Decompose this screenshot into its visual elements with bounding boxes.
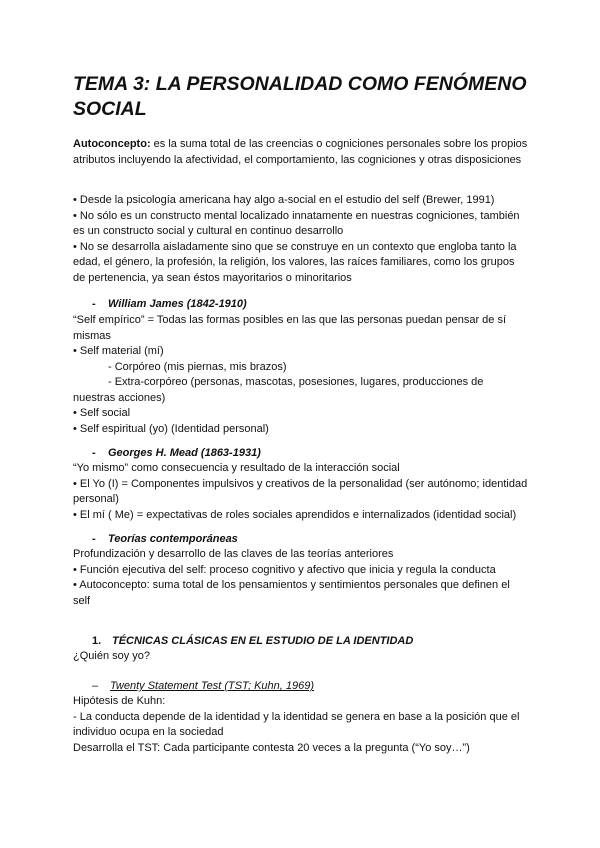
teorias-line: Profundización y desarrollo de las claves de las teorías anteriores (73, 548, 394, 560)
mead-section (73, 461, 528, 523)
james-line: • Self espiritual (yo) (Identidad personal) (73, 422, 269, 435)
heading-dash: - (92, 298, 96, 310)
james-sub-item: - Extra-corpóreo (personas, mascotas, posesiones, lugares, producciones de (108, 376, 484, 388)
page-title: TEMA 3: LA PERSONALIDAD COMO FENÓMENO SOCIAL (73, 73, 527, 120)
autoconcepto-term: Autoconcepto: (73, 138, 151, 150)
question-line: ¿Quién soy yo? (73, 650, 151, 662)
intro-bullet: • No sólo es un constructo mental localizado innatamente en nuestras cogniciones, también es un constructo social y cultural en continuo desarrollo (73, 209, 520, 237)
teorias-line: • Autoconcepto: suma total de los pensamientos y sentimientos personales que definen el self (73, 579, 510, 607)
james-heading (92, 297, 522, 313)
teorias-heading (92, 532, 522, 548)
intro-bullet: • No se desarrolla aisladamente sino que se construye en un contexto que engloba tanto la edad, el género, la profesión, la religión, los valores, las raíces familiares, como los grupos de pertenencia, ya sean éstos mayoritarios o minoritarios (73, 240, 517, 284)
heading-dash: - (92, 533, 96, 545)
mead-heading-text: Georges H. Mead (1863-1931) (108, 447, 261, 459)
james-line: • Self material (mí) (73, 345, 164, 357)
james-line: • Self social (73, 407, 131, 419)
heading-dash: - (92, 447, 96, 459)
tecnicas-heading-text: TÉCNICAS CLÁSICAS EN EL ESTUDIO DE LA IDENTIDAD (112, 635, 414, 647)
autoconcepto-text: es la suma total de las creencias o cogniciones personales sobre los propios atributos incluyendo la afectividad, el comportamiento, las cogniciones y otras disposiciones (73, 138, 528, 166)
heading-dash: – (92, 680, 99, 692)
tecnicas-question (73, 649, 528, 665)
tst-line: Desarrolla el TST: Cada participante contesta 20 veces a la pregunta (“Yo soy…”) (73, 741, 470, 754)
teorias-line: • Función ejecutiva del self: proceso cognitivo y afectivo que inicia y regula la conducta (73, 563, 496, 576)
tst-line: Hipótesis de Kuhn: (73, 695, 166, 707)
mead-line: “Yo mismo” como consecuencia y resultado de la interacción social (73, 462, 400, 474)
james-sub-item: - Corpóreo (mis piernas, mis brazos) (108, 360, 287, 373)
teorias-heading-text: Teorías contemporáneas (108, 533, 238, 545)
james-line: “Self empírico” = Todas las formas posibles en las que las personas puedan pensar de sí mismas (73, 314, 507, 342)
james-section (73, 313, 528, 437)
tst-heading (92, 679, 522, 695)
tst-section (73, 694, 528, 756)
tst-heading-text: Twenty Statement Test (TST; Kuhn, 1969) (110, 680, 314, 692)
mead-line: • El mí ( Me) = expectativas de roles sociales aprendidos e internalizados (identidad social) (73, 508, 517, 521)
tecnicas-heading (92, 634, 522, 650)
james-heading-text: William James (1842-1910) (108, 298, 247, 310)
james-sub-item-continued: nuestras acciones) (73, 391, 166, 404)
autoconcepto-definition (73, 137, 528, 168)
tst-line: - La conducta depende de la identidad y la identidad se genera en base a la posición que el individuo ocupa en la sociedad (73, 710, 520, 738)
heading-number: 1. (92, 635, 102, 647)
mead-heading (92, 446, 522, 462)
intro-bullet-list (73, 193, 528, 286)
teorias-section (73, 547, 528, 609)
intro-bullet: • Desde la psicología americana hay algo a-social en el estudio del self (Brewer, 1991) (73, 194, 495, 206)
mead-line: • El Yo (I) = Componentes impulsivos y creativos de la personalidad (ser autónomo; identidad personal) (73, 477, 528, 505)
